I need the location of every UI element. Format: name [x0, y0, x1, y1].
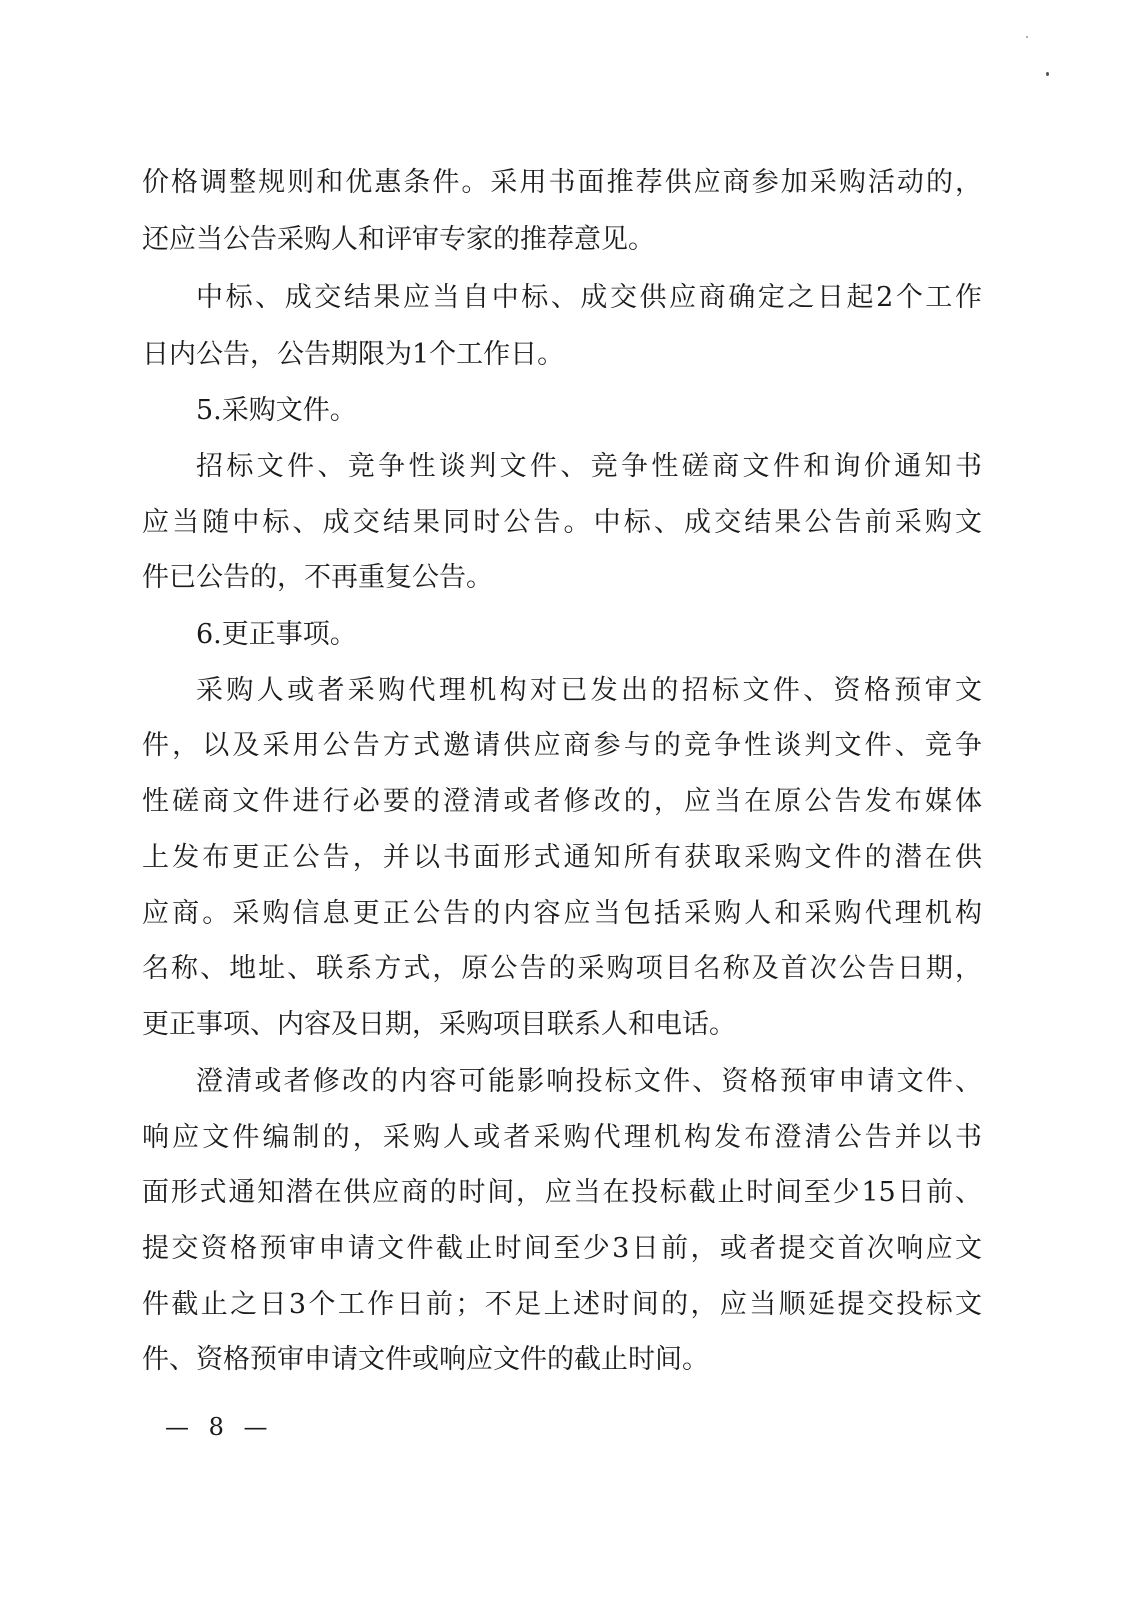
paragraph-line: 招标文件、竞争性谈判文件、竞争性磋商文件和询价通知书	[196, 451, 982, 482]
paragraph-line: 提交资格预审申请文件截止时间至少3日前，或者提交首次响应文	[142, 1233, 982, 1264]
paragraph-line: 应商。采购信息更正公告的内容应当包括采购人和采购代理机构	[142, 898, 982, 929]
paragraph-line: 面形式通知潜在供应商的时间，应当在投标截止时间至少15日前、	[142, 1177, 982, 1208]
paragraph-line: 澄清或者修改的内容可能影响投标文件、资格预审申请文件、	[196, 1066, 982, 1097]
paragraph-line: 上发布更正公告，并以书面形式通知所有获取采购文件的潜在供	[142, 842, 982, 873]
paragraph-line: 更正事项、内容及日期，采购项目联系人和电话。	[142, 1009, 736, 1040]
paragraph-line: 响应文件编制的，采购人或者采购代理机构发布澄清公告并以书	[142, 1122, 982, 1153]
scan-speck	[1046, 72, 1049, 76]
paragraph-line: 价格调整规则和优惠条件。采用书面推荐供应商参加采购活动的，	[142, 167, 982, 198]
scan-speck	[1026, 36, 1028, 38]
paragraph-line: 件已公告的，不再重复公告。	[142, 562, 493, 593]
paragraph-line: 中标、成交结果应当自中标、成交供应商确定之日起2个工作	[196, 282, 982, 313]
paragraph-line: 采购人或者采购代理机构对已发出的招标文件、资格预审文	[196, 675, 982, 706]
paragraph-line: 件、资格预审申请文件或响应文件的截止时间。	[142, 1344, 709, 1375]
paragraph-line: 件，以及采用公告方式邀请供应商参与的竞争性谈判文件、竞争	[142, 730, 982, 761]
section-heading: 5.采购文件。	[196, 395, 357, 426]
paragraph-line: 还应当公告采购人和评审专家的推荐意见。	[142, 224, 655, 255]
page-number: — 8 —	[165, 1413, 274, 1441]
section-heading: 6.更正事项。	[196, 619, 357, 650]
paragraph-line: 性磋商文件进行必要的澄清或者修改的，应当在原公告发布媒体	[142, 786, 982, 817]
paragraph-line: 日内公告，公告期限为1个工作日。	[142, 339, 565, 370]
paragraph-line: 名称、地址、联系方式，原公告的采购项目名称及首次公告日期，	[142, 953, 982, 984]
paragraph-line: 件截止之日3个工作日前；不足上述时间的，应当顺延提交投标文	[142, 1289, 982, 1320]
paragraph-line: 应当随中标、成交结果同时公告。中标、成交结果公告前采购文	[142, 507, 982, 538]
